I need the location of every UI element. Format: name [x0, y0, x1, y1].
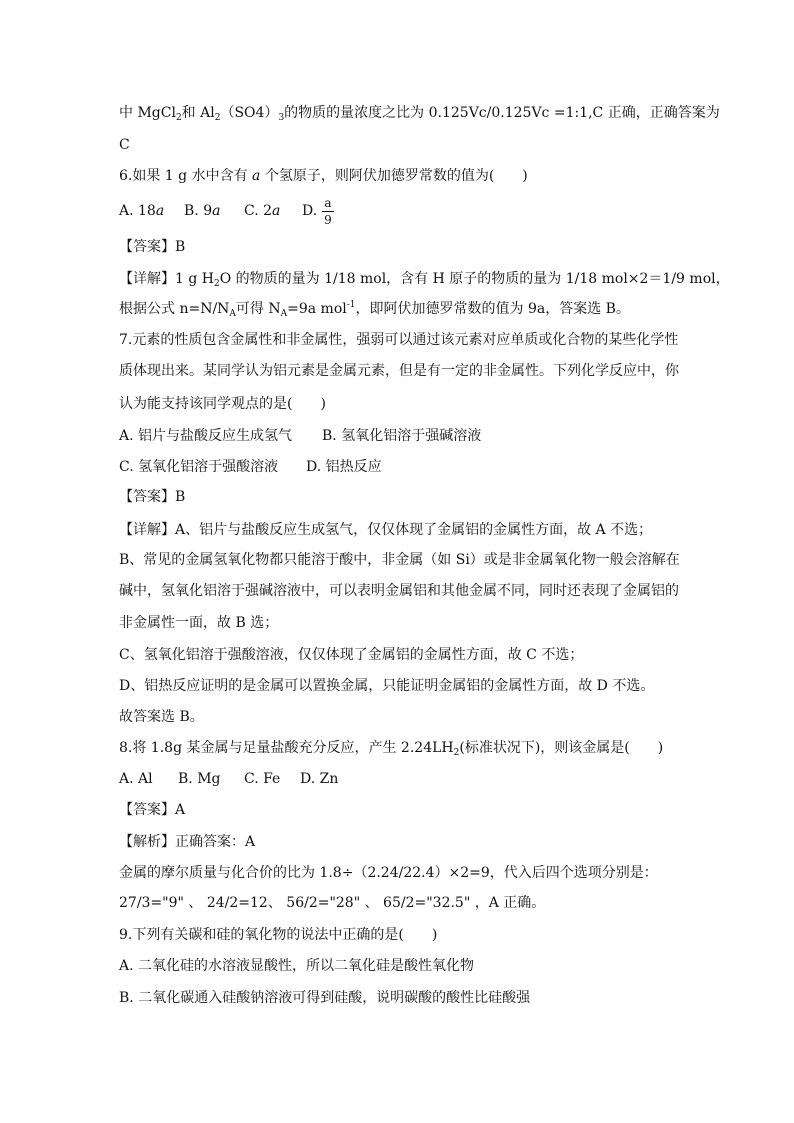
variable: a [252, 168, 261, 184]
text: 中 MgCl [119, 105, 176, 121]
fraction-denominator: 9 [324, 213, 332, 227]
fraction-numerator: a [324, 196, 332, 210]
q7-option-d: D. 铝热反应 [306, 459, 382, 475]
q6-option-a: A. 18a [119, 203, 165, 219]
q8-analysis-line3: 27/3="9" 、 24/2=12、 56/2="28" 、 65/2="32.5" ，A 正确。 [119, 895, 546, 911]
q8-option-b: B. Mg [178, 771, 221, 787]
fraction-bar [322, 211, 334, 212]
text: （SO4） [220, 105, 279, 121]
q7-detail-line3: 碱中，氢氧化铝溶于强碱溶液中，可以表明金属铝和其他金属不同，同时还表现了金属铝的 [119, 583, 679, 599]
q8-analysis-line1: 【解析】正确答案：A [119, 834, 256, 850]
q8-option-a: A. Al [119, 771, 153, 787]
q5-conclusion-line2: C [119, 137, 130, 153]
q7-answer: 【答案】B [119, 489, 186, 505]
q8-stem: 8.将 1.8g 某金属与足量盐酸充分反应，产生 $2.24LH_2$(标准状况下)，则该金属是( ) [119, 740, 664, 758]
q5-conclusion-line1 [119, 104, 720, 122]
q7-option-b: B. 氢氧化铝溶于强碱溶液 [322, 428, 482, 444]
q6-detail-line1: 【详解】1 g $H_2O$ 的物质的量为 1/18 mol，含有 H 原子的物质的量为 1/18 mol×2＝1/9 mol， [119, 271, 730, 289]
q7-option-c: C. 氢氧化铝溶于强酸溶液 [119, 459, 279, 475]
subscript: 2 [175, 113, 182, 123]
q8-option-c: C. Fe [244, 771, 281, 787]
q6-answer: 【答案】B [119, 239, 186, 255]
q9-option-b: B. 二氧化碳通入硅酸钠溶液可得到硅酸，说明碳酸的酸性比硅酸强 [119, 990, 531, 1006]
q8-analysis-line2: 金属的摩尔质量与化合价的比为 1.8÷（2.24/22.4）×2=9，代入后四个选项分别是： [119, 865, 658, 881]
q9-option-a: A. 二氧化硅的水溶液显酸性，所以二氧化硅是酸性氧化物 [119, 958, 475, 974]
q6-stem [119, 167, 528, 185]
subscript: 2 [214, 113, 221, 123]
q7-detail-line6: D、铝热反应证明的是金属可以置换金属，只能证明金属铝的金属性方面，故 D 不选。 [119, 678, 655, 694]
q6-option-c: C. 2a [244, 203, 281, 219]
q7-detail-line4: 非金属性一面，故 B 选； [119, 615, 279, 631]
text: 的物质的量浓度之比为 0.125Vc/0.125Vc =1:1,C 正确，正确答案为 [284, 105, 720, 121]
q7-detail-line7: 故答案选 B。 [119, 709, 204, 725]
q7-stem-line1: 7.元素的性质包含金属性和非金属性，强弱可以通过该元素对应单质或化合物的某些化学性 [119, 332, 679, 348]
q6-option-d-label: D. [302, 203, 318, 219]
q9-stem: 9.下列有关碳和硅的氧化物的说法中正确的是( ) [119, 927, 438, 943]
text: 个氢原子，则阿伏加德罗常数的值为( ) [260, 168, 528, 184]
text: 和 Al [181, 105, 215, 121]
q6-detail-line2: 根据公式 $n=N/N_A$可得 $N_A=9a$ mol$^{-1}$，即阿伏加德罗常数的值为 9a，答案选 B。 [119, 300, 630, 319]
subscript: 3 [278, 113, 285, 123]
text: 6.如果 1 g 水中含有 [119, 168, 253, 184]
q7-detail-line2: B、常见的金属氢氧化物都只能溶于酸中，非金属（如 Si）或是非金属氧化物一般会溶解在 [119, 552, 680, 568]
q7-stem-line2: 质体现出来。某同学认为铝元素是金属元素，但是有一定的非金属性。下列化学反应中，你 [119, 363, 679, 379]
q6-option-d-fraction [321, 196, 335, 227]
q7-stem-line3: 认为能支持该同学观点的是( ) [119, 396, 326, 412]
q6-option-b: B. 9a [184, 203, 221, 219]
q7-detail-line1: 【详解】A、铝片与盐酸反应生成氢气，仅仅体现了金属铝的金属性方面，故 A 不选； [119, 522, 653, 538]
q7-detail-line5: C、氢氧化铝溶于强酸溶液，仅仅体现了金属铝的金属性方面，故 C 不选； [119, 647, 584, 663]
q8-option-d: D. Zn [300, 771, 339, 787]
q8-answer: 【答案】A [119, 802, 186, 818]
q7-option-a: A. 铝片与盐酸反应生成氢气 [119, 428, 293, 444]
